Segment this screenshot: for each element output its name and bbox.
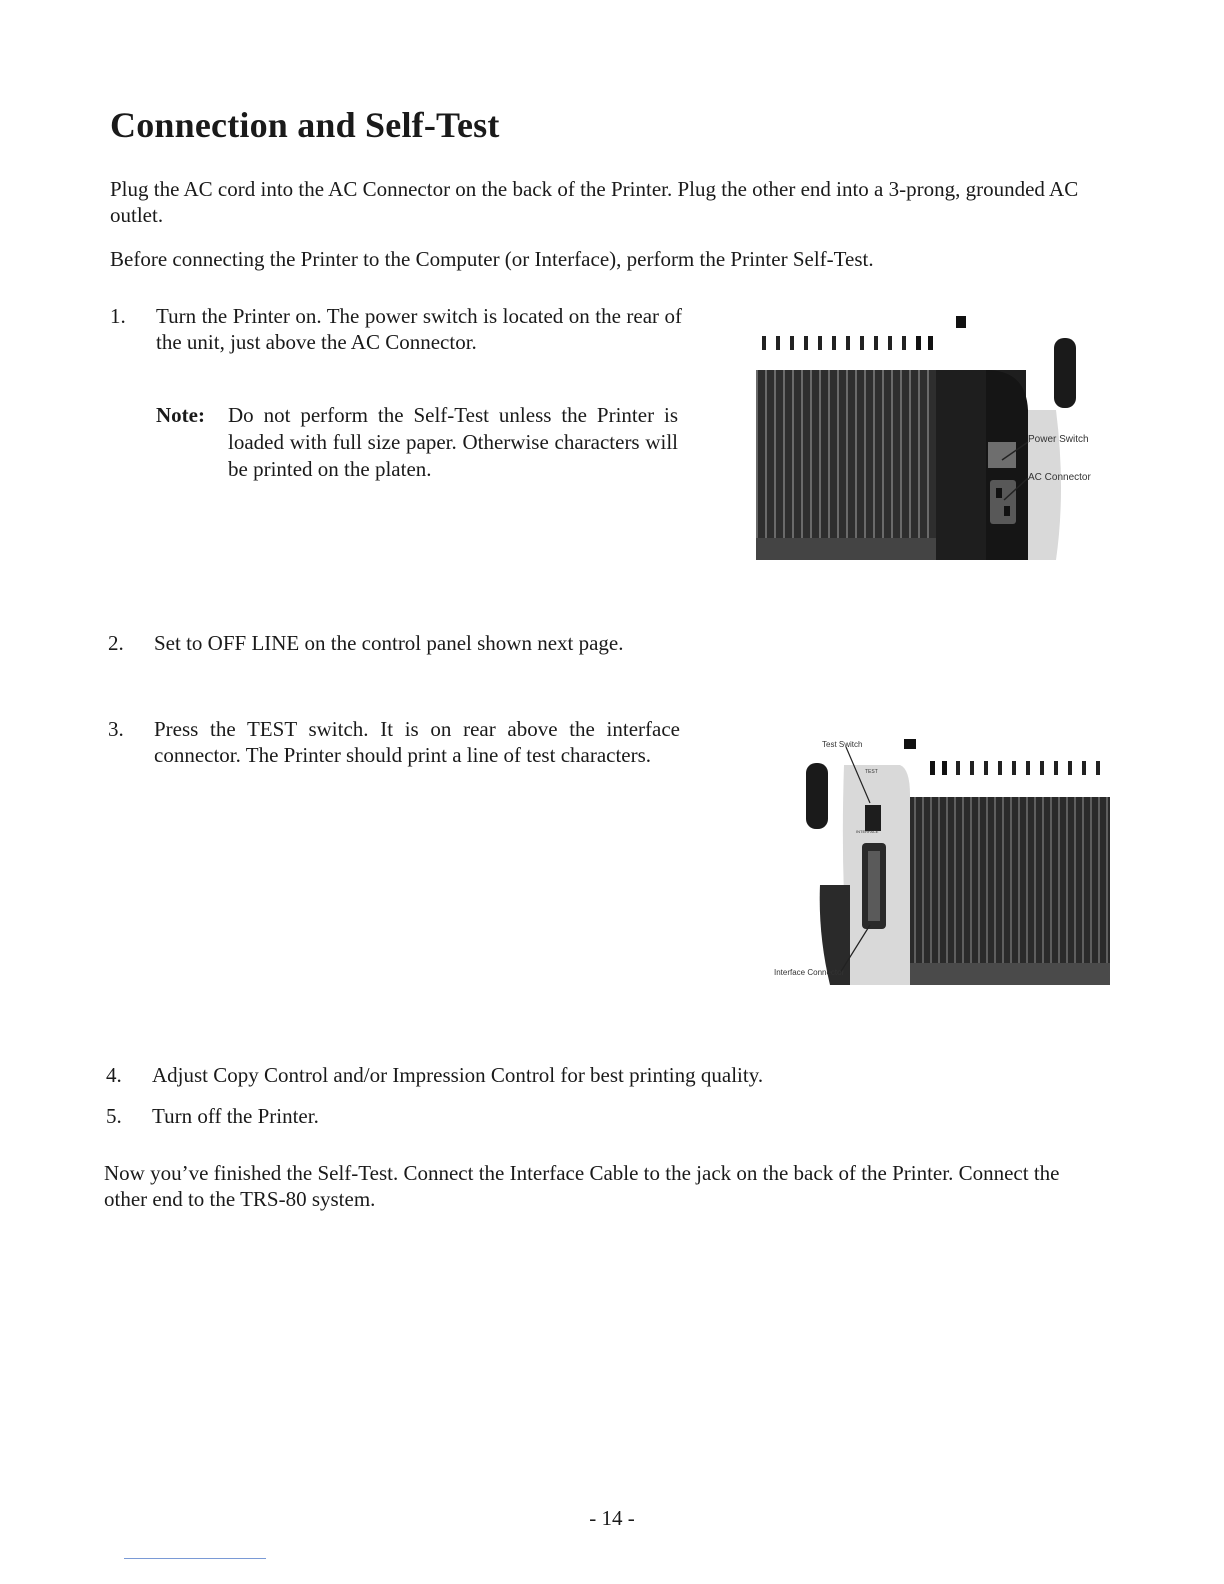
page-number: - 14 - <box>589 1506 635 1530</box>
page-heading: Connection and Self-Test <box>110 105 500 145</box>
intro-paragraph-1: Plug the AC cord into the AC Connector on the back of the Printer. Plug the other end into a 3-prong, grounded AC outlet. <box>110 177 1079 227</box>
step-text: Turn the Printer on. The power switch is located on the rear of the unit, just above the AC Connector. <box>156 304 682 354</box>
printer-rear-interface-photo <box>770 735 1110 990</box>
paper-edge-marks <box>762 316 966 350</box>
paper-edge-marks <box>904 739 1100 775</box>
step-text: Adjust Copy Control and/or Impression Control for best printing quality. <box>152 1063 764 1087</box>
heat-sink <box>756 370 936 560</box>
power-switch <box>988 442 1016 468</box>
intro-paragraph-2: Before connecting the Printer to the Computer (or Interface), perform the Printer Self-Test. <box>110 247 874 271</box>
printer-rear-power-photo <box>756 310 1116 570</box>
test-switch <box>865 805 881 831</box>
ac-connector <box>990 480 1016 524</box>
step-number: 2. <box>108 631 124 655</box>
note-label: Note: <box>156 403 205 427</box>
step-number: 1. <box>110 304 126 328</box>
step-number: 3. <box>108 717 124 741</box>
power-switch-label: Power Switch <box>1028 434 1089 445</box>
panel-interface-label: INTERFACE <box>856 829 879 834</box>
note-text: Do not perform the Self-Test unless the Printer is loaded with full size paper. Otherwise characters will be printed on the platen. <box>228 403 678 481</box>
panel-test-label: TEST <box>865 769 878 775</box>
step-number: 4. <box>106 1063 122 1087</box>
footer-rule <box>124 1558 266 1559</box>
step-number: 5. <box>106 1104 122 1128</box>
step-text: Press the TEST switch. It is on rear above the interface connector. The Printer should print a line of test characters. <box>154 717 680 767</box>
heat-sink <box>910 797 1110 963</box>
step-text: Turn off the Printer. <box>152 1104 319 1128</box>
closing-paragraph: Now you’ve finished the Self-Test. Connect the Interface Cable to the jack on the back of the Printer. Connect the other end to the TRS-80 system. <box>104 1161 1060 1211</box>
ac-connector-label: AC Connector <box>1028 472 1091 483</box>
step-text: Set to OFF LINE on the control panel shown next page. <box>154 631 624 655</box>
test-switch-label: Test Switch <box>822 740 863 749</box>
knob <box>806 763 828 829</box>
interface-connector-label: Interface Connector <box>774 968 845 977</box>
knob <box>1054 338 1076 408</box>
